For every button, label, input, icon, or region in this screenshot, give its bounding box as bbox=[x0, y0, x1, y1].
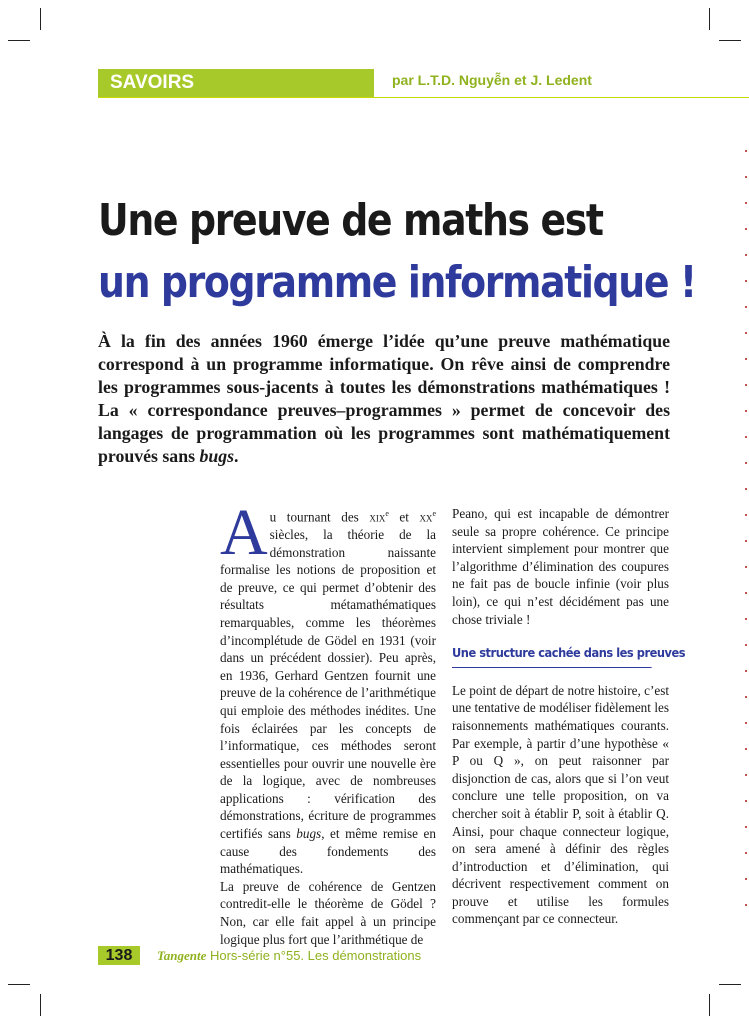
crop-mark bbox=[8, 984, 30, 985]
section-tag: SAVOIRS bbox=[98, 69, 374, 97]
footer-credit bbox=[157, 948, 421, 964]
body-column-right bbox=[452, 505, 686, 927]
body-column-left bbox=[220, 496, 436, 948]
paragraph-3: Le point de départ de notre histoire, c’est une tentative de modéliser fidèlement les raisonnements mathématiques courants. Par exemple, à partir d’une hypothèse « P ou Q », on peut raisonner par disjonction de cas, alors que si l’on veut conclure une telle proposition, on va chercher soit à établir P, soit à établir Q. Ainsi, pour chaque connecteur logique, on sera amené à définir des règles d’introduction et d’élimination, qui décrivent respectivement comment on prouve et utilise les formules commençant par ce connecteur. bbox=[452, 682, 669, 927]
p1-text: siècles, la théorie de la démonstration naissante formalise les notions de proposition et de preuve, ce qui permet d’obtenir des résultats métamathématiques remarquables, comme les théorèmes d’incomplétude de Gödel en 1931 (voir dans un précédent dossier). Peu après, en 1936, Gerhard Gentzen fournit une preuve de la cohérence de l’arithmétique qui emploie des méthodes inédites. Une fois éclairées par les concepts de l’informatique, ces méthodes seront essentielles pour ouvrir une nouvelle ère de la logique, avec de nombreuses applications : vérification des démonstrations, écriture de programmes certifiés sans bbox=[220, 526, 436, 842]
lead-text: À la fin des années 1960 émerge l’idée qu’une preuve mathématique correspond à un programme informatique. On rêve ainsi de comprendre les programmes sous-jacents à toutes les démonstrations mathématiques ! La « correspondance preuves–programmes » permet de concevoir des langages de programmation où les programmes sont mathématiquement prouvés sans bbox=[98, 331, 670, 466]
p1-text: , et même remise en cause des fondements des mathématiques. bbox=[220, 826, 436, 877]
century-xx: xx bbox=[419, 509, 433, 525]
article-title-line-2: un programme informatique ! bbox=[98, 257, 696, 308]
century-xix: xix bbox=[369, 509, 386, 525]
crop-mark bbox=[40, 8, 41, 30]
crop-mark bbox=[719, 984, 741, 985]
crop-mark bbox=[40, 994, 41, 1016]
superscript-e: e bbox=[432, 509, 436, 518]
paragraph-2: La preuve de cohérence de Gentzen contredit-elle le théorème de Gödel ? Non, car elle fait appel à un principe logique plus fort que l’arithmétique de bbox=[220, 878, 436, 947]
crop-mark bbox=[8, 40, 30, 41]
p1-and: et bbox=[388, 509, 420, 525]
article-title-line-1: Une preuve de maths est bbox=[98, 195, 603, 246]
header-rule bbox=[98, 97, 749, 98]
article-lead bbox=[98, 330, 670, 468]
crop-mark bbox=[719, 40, 741, 41]
section-heading: Une structure cachée dans les preuves bbox=[452, 644, 652, 668]
paragraph-1 bbox=[220, 496, 436, 878]
magazine-name: Tangente bbox=[157, 948, 207, 963]
bleed-edge-marks bbox=[745, 150, 747, 920]
p1-text: u tournant des bbox=[269, 509, 370, 525]
paragraph-2-continued: Peano, qui est incapable de démontrer seule sa propre cohérence. Ce principe intervient simplement pour montrer que l’algorithme d’élimination des coupures ne fait pas de boucle infinie (voir plus loin), ce qui n’est décidément pas une chose triviale ! bbox=[452, 506, 669, 627]
superscript-e: e bbox=[385, 509, 389, 518]
drop-cap: A bbox=[220, 496, 268, 569]
issue-label: Hors-série n°55. Les démonstrations bbox=[206, 948, 422, 963]
lead-end: . bbox=[234, 446, 239, 466]
p1-emphasis: bugs bbox=[296, 826, 322, 842]
lead-emphasis: bugs bbox=[199, 446, 235, 466]
author-byline: par L.T.D. Nguyễn et J. Ledent bbox=[392, 72, 592, 88]
crop-mark bbox=[709, 994, 710, 1016]
crop-mark bbox=[709, 8, 710, 30]
page-number: 138 bbox=[98, 946, 140, 965]
